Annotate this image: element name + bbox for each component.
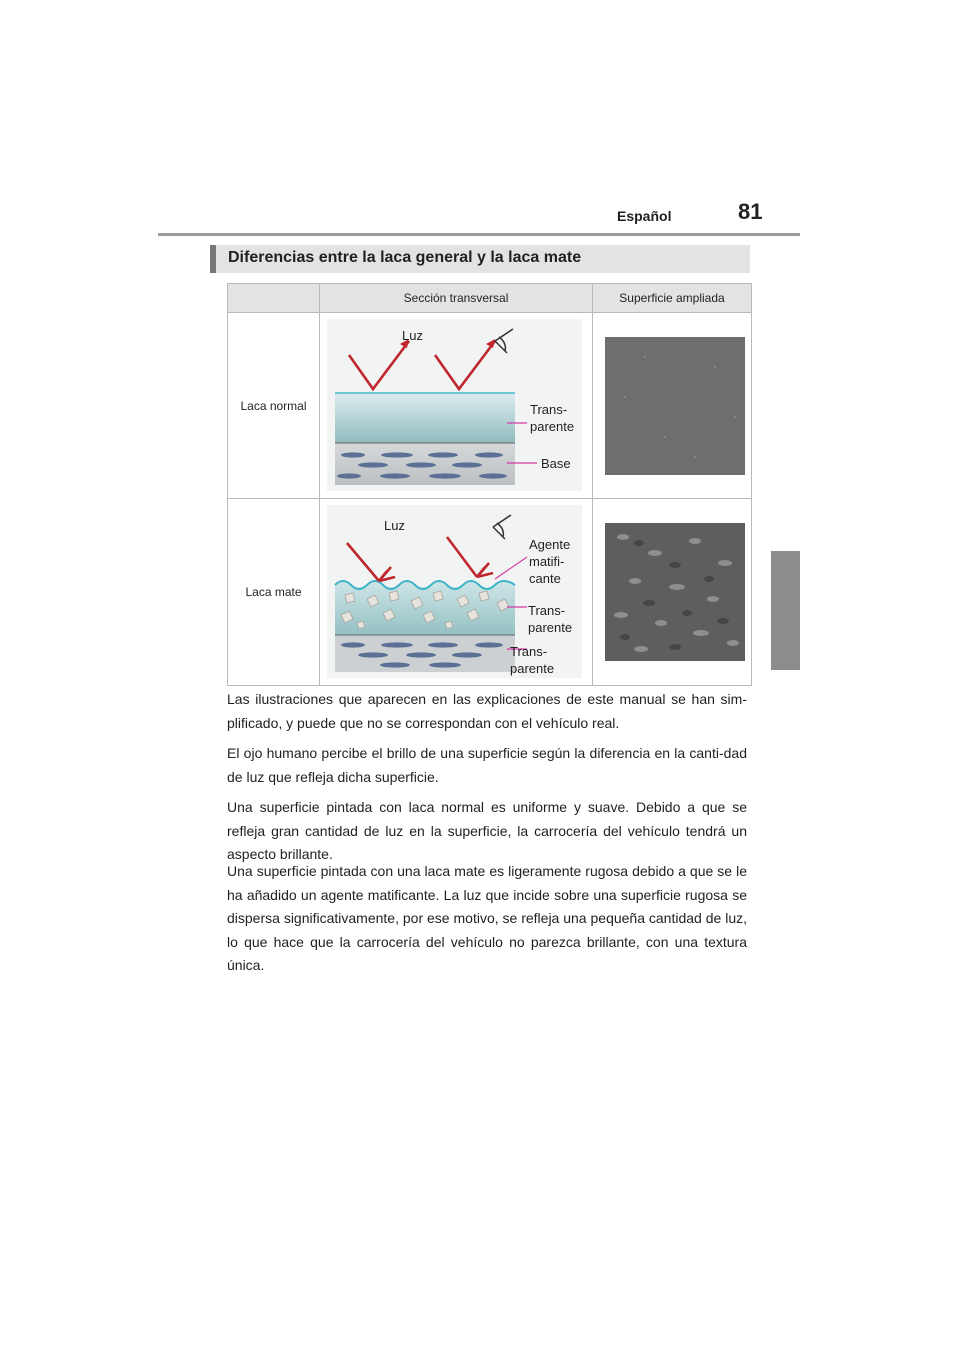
label-clear-normal: Trans- parente	[530, 402, 575, 434]
row-label-normal: Laca normal	[228, 313, 320, 499]
paragraph-4: Una superficie pintada con una laca mate es ligeramente rugosa debido a que se le ha añadido un agente matificante. La luz que incide sobre una superficie rugosa se dispersa significativamente, por ese motivo, se refleja una pequeña cantidad de luz, lo que hace que la carrocería del vehículo no parezca brillante, con una textura única.	[227, 863, 747, 973]
clear-layer	[335, 393, 515, 443]
label-base-normal: Base	[541, 456, 571, 471]
label-clear2-matte: Trans- parente	[510, 644, 555, 676]
table-row-matte	[228, 499, 752, 686]
table-header-row	[228, 284, 752, 313]
section-title: Diferencias entre la laca general y la laca mate	[228, 249, 582, 266]
paragraph-2: El ojo humano percibe el brillo de una superficie según la diferencia en la canti-dad de luz que refleja dicha superficie.	[227, 745, 747, 785]
page-number: 81	[738, 199, 763, 224]
table-header-surface: Superficie ampliada	[593, 284, 752, 313]
label-agent-matte: Agente matifi- cante	[529, 537, 571, 586]
row-label-matte: Laca mate	[228, 499, 320, 686]
comparison-table	[227, 283, 752, 686]
section-header	[210, 245, 750, 273]
label-clear1-matte: Trans- parente	[528, 603, 573, 635]
paragraph-3: Una superficie pintada con laca normal es uniforme y suave. Debido a que se refleja gran cantidad de luz en la superficie, la carrocería del vehículo tendrá un aspecto brillante.	[227, 799, 747, 862]
cross-section-matte-cell	[320, 499, 593, 686]
header-divider	[158, 233, 800, 236]
table-header-empty	[228, 284, 320, 313]
cross-section-normal-cell	[320, 313, 593, 499]
header-language: Español	[617, 208, 672, 224]
label-light-matte: Luz	[384, 518, 405, 533]
surface-normal-cell	[593, 313, 752, 499]
table-header-cross-section: Sección transversal	[320, 284, 593, 313]
chapter-tab	[771, 551, 800, 670]
table-row-normal	[228, 313, 752, 499]
label-light-normal: Luz	[402, 328, 423, 343]
surface-matte-cell	[593, 499, 752, 686]
surface-matte-image	[605, 523, 745, 661]
paragraph-1: Las ilustraciones que aparecen en las explicaciones de este manual se han sim-plificado, y puede que no se correspondan con el vehículo real.	[227, 691, 747, 731]
surface-normal-image	[605, 337, 745, 475]
